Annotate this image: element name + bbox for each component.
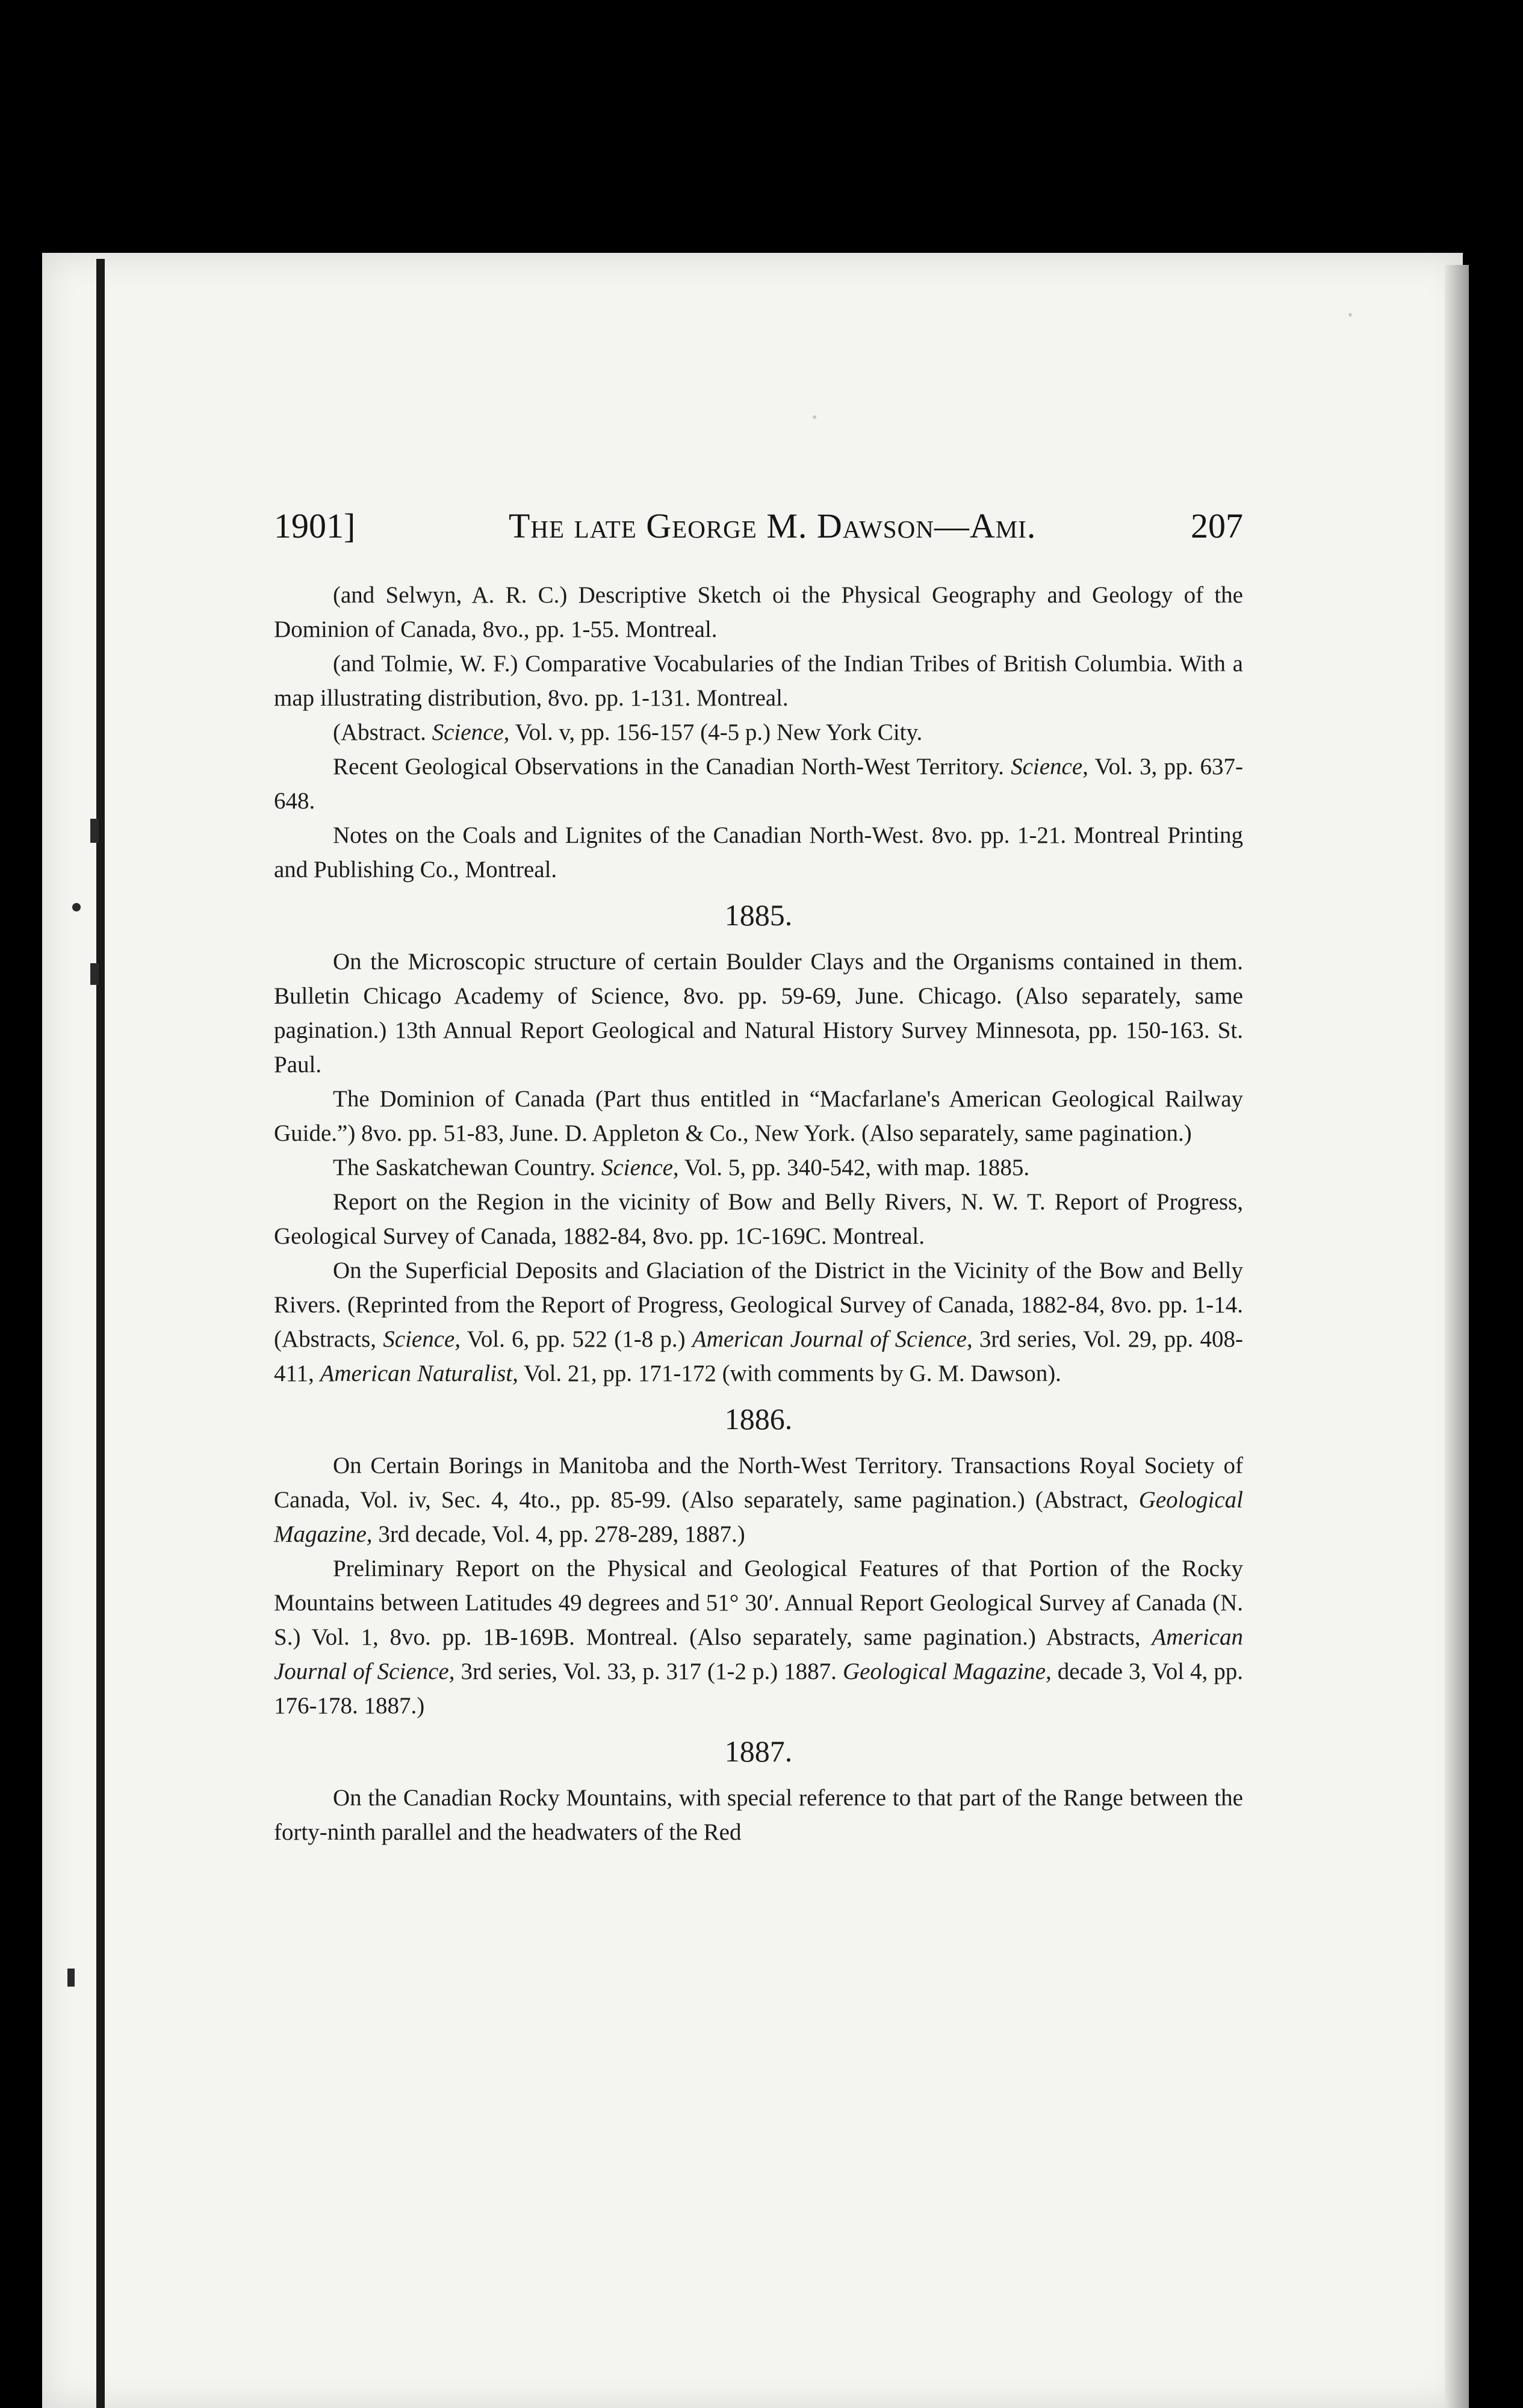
gutter-mark — [90, 819, 99, 843]
bibliography-entry: The Saskatchewan Country. Science, Vol. 5, pp. 340-542, with map. 1885. — [333, 1155, 1030, 1181]
header-title: The late George M. Dawson—Ami. — [509, 506, 1037, 545]
gutter-mark — [72, 903, 81, 911]
gutter-mark — [67, 1969, 75, 1987]
page-number: 207 — [1191, 506, 1243, 545]
page-right-edge — [1445, 265, 1469, 2408]
bibliography-entry: (and Tolmie, W. F.) Comparative Vocabularies of the Indian Tribes of British Columbia. With a map illustrating distribution, 8vo. pp. 1-131. Montreal. — [274, 651, 1243, 711]
bibliography-entry: (and Selwyn, A. R. C.) Descriptive Sketch oi the Physical Geography and Geology of the Dominion of Canada, 8vo., pp. 1-55. Montreal. — [274, 582, 1243, 642]
bibliography-entry: Report on the Region in the vicinity of Bow and Belly Rivers, N. W. T. Report of Progress, Geological Survey of Canada, 1882-84, 8vo. pp. 1C-169C. Montreal. — [274, 1189, 1243, 1249]
bibliography-entry: On Certain Borings in Manitoba and the North-West Territory. Transactions Royal Society of Canada, Vol. iv, Sec. 4, 4to., pp. 85-99. (Also separately, same pagination.) (Abstract, Geological Magazine, 3rd decade, Vol. 4, pp. 278-289, 1887.) — [274, 1453, 1243, 1547]
bibliography-entry: On the Superficial Deposits and Glaciation of the District in the Vicinity of the Bow and Belly Rivers. (Reprinted from the Report of Progress, Geological Survey of Canada, 1882-84, 8vo. pp. 1-14. (Abstracts, Science, Vol. 6, pp. 522 (1-8 p.) American Journal of Science, 3rd series, Vol. 29, pp. 408-411, American Naturalist, Vol. 21, pp. 171-172 (with comments by G. M. Dawson). — [274, 1258, 1243, 1386]
bibliography-entry: On the Canadian Rocky Mountains, with special reference to that part of the Range between the forty-ninth parallel and the headwaters of the Red — [274, 1785, 1243, 1845]
bibliography-entry: The Dominion of Canada (Part thus entitled in “Macfarlane's American Geological Railway Guide.”) 8vo. pp. 51-83, June. D. Appleton & Co., New York. (Also separately, same pagination.) — [274, 1086, 1243, 1146]
running-header — [274, 506, 1243, 554]
bibliography-entry: Recent Geological Observations in the Canadian North-West Territory. Science, Vol. 3, pp. 637-648. — [274, 754, 1243, 814]
bibliography-entry: (Abstract. Science, Vol. v, pp. 156-157 (4-5 p.) New York City. — [333, 719, 923, 745]
bibliography-entry: On the Microscopic structure of certain Boulder Clays and the Organisms contained in them. Bulletin Chicago Academy of Science, 8vo. pp. 59-69, June. Chicago. (Also separately, same pagination.) 13th Annual Report Geological and Natural History Survey Minnesota, pp. 150-163. St. Paul. — [274, 949, 1243, 1078]
dust-speck — [1348, 313, 1352, 317]
bibliography-entry: Notes on the Coals and Lignites of the Canadian North-West. 8vo. pp. 1-21. Montreal Printing and Publishing Co., Montreal. — [274, 822, 1243, 883]
gutter-mark — [90, 963, 99, 985]
bibliography-entry: Preliminary Report on the Physical and Geological Features of that Portion of the Rocky Mountains between Latitudes 49 degrees and 51° 30′. Annual Report Geological Survey af Canada (N. S.) Vol. 1, 8vo. pp. 1B-169B. Montreal. (Also separately, same pagination.) Abstracts, American Journal of Science, 3rd series, Vol. 33, p. 317 (1-2 p.) 1887. Geological Magazine, decade 3, Vol 4, pp. 176-178. 1887.) — [274, 1556, 1244, 1719]
dust-speck — [813, 415, 816, 419]
header-year: 1901] — [274, 506, 356, 545]
year-heading-1885: 1885. — [724, 898, 793, 932]
year-heading-1887: 1887. — [724, 1734, 793, 1768]
bibliography-text — [274, 578, 1243, 1849]
page-binding-edge — [96, 259, 105, 2408]
year-heading-1886: 1886. — [724, 1402, 793, 1436]
